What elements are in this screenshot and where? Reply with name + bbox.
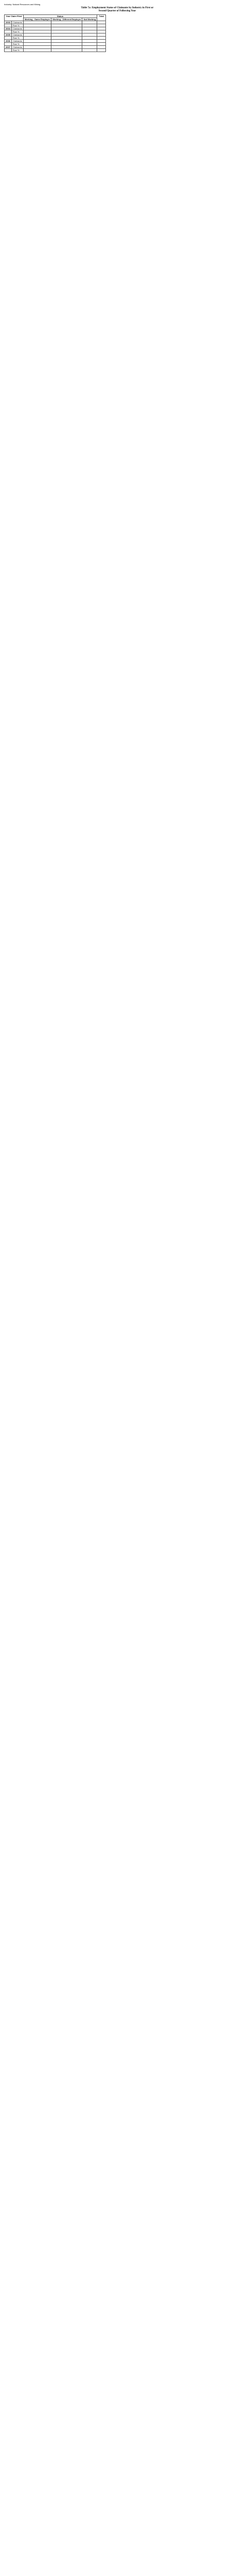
value-cell	[51, 49, 82, 52]
row-label: Row %	[11, 30, 23, 33]
table-row	[5, 49, 106, 52]
year-cell: 2007	[5, 46, 12, 49]
table-title-line2: Second Quarter of Following Year	[98, 10, 136, 12]
value-cell	[23, 49, 51, 52]
year-cell: 2005	[5, 33, 12, 37]
year-cell	[5, 49, 12, 52]
value-cell	[82, 49, 97, 52]
row-label: Row %	[11, 49, 23, 52]
row-label: Claimants	[11, 21, 23, 24]
status-header: Status	[23, 15, 97, 18]
row-label: Row %	[11, 37, 23, 40]
industry-section	[4, 3, 230, 52]
row-label: Claimants	[11, 46, 23, 49]
year-cell: 2006	[5, 40, 12, 43]
row-label: Row %	[11, 24, 23, 27]
row-label: Row %	[11, 43, 23, 46]
col-same-employer: Working - Same Employer	[23, 18, 51, 21]
total-header: Total	[97, 15, 106, 21]
year-cell: 2004	[5, 27, 12, 30]
year-cell: 2003	[5, 21, 12, 24]
col-different-employer: Working - Different Employer	[51, 18, 82, 21]
table-title-line1: Table 7a: Employment Status of Claimants by Industry in First or	[81, 7, 154, 9]
industry-label: Industry: Natural Resources and Mining	[4, 3, 41, 6]
row-header: Year Claim Filed	[5, 15, 24, 21]
row-label: Claimants	[11, 27, 23, 30]
row-label: Claimants	[11, 33, 23, 37]
employment-status-table	[4, 14, 106, 52]
row-label: Claimants	[11, 40, 23, 43]
table-title	[4, 7, 230, 13]
value-cell	[97, 49, 106, 52]
col-not-working: Not Working	[82, 18, 97, 21]
